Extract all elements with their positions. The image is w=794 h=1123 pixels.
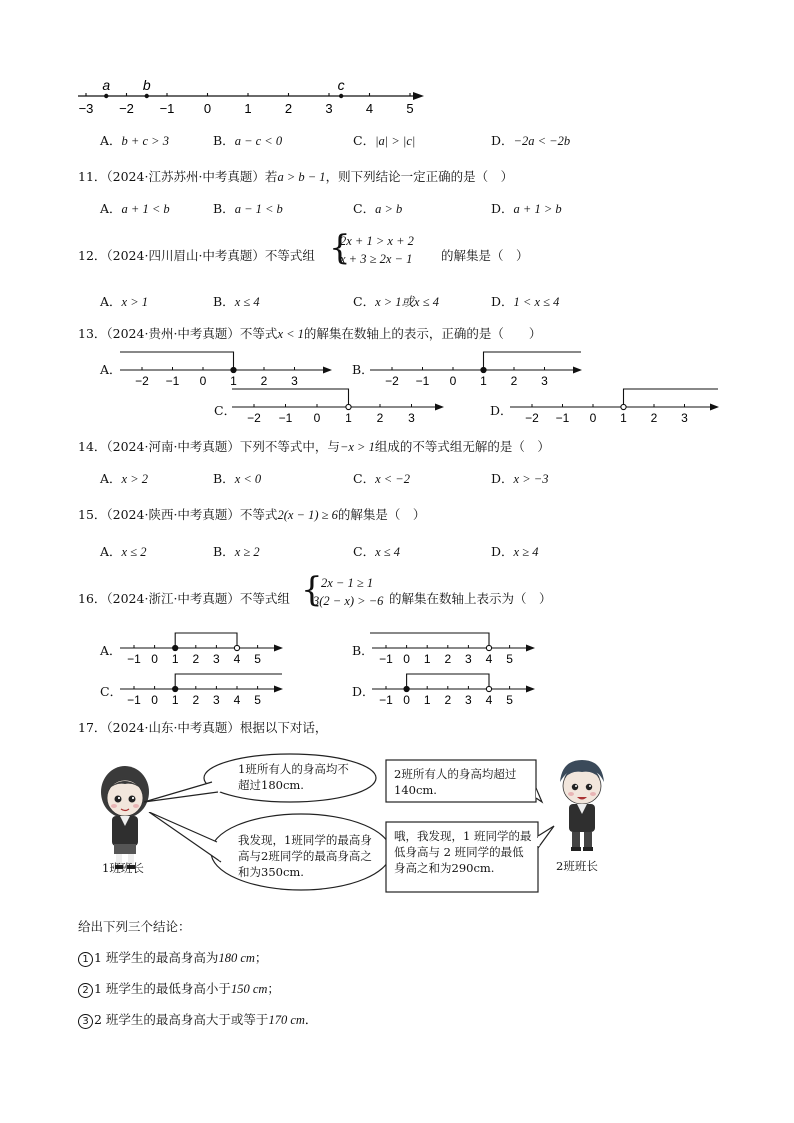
tick-label: 5 xyxy=(254,652,261,666)
option-a-label[interactable]: A． xyxy=(100,643,122,658)
numberline-option-c[interactable] xyxy=(230,385,445,429)
open-endpoint xyxy=(621,404,626,409)
option-c[interactable]: C．x ≤ 4 xyxy=(353,544,400,559)
tick-label: 0 xyxy=(403,652,410,666)
numberline-option-d[interactable] xyxy=(508,385,720,429)
question-15-stem: 15．（2024·陕西·中考真题）不等式2(x − 1) ≥ 6的解集是（ ） xyxy=(78,507,426,522)
option-a[interactable]: A．x ≤ 2 xyxy=(100,544,147,559)
option-d[interactable]: D．−2a < −2b xyxy=(491,133,571,148)
tick-label: 0 xyxy=(313,411,321,425)
closed-endpoint xyxy=(481,367,486,372)
axis-arrow xyxy=(710,404,719,411)
tick-label: 3 xyxy=(541,374,548,388)
tick-label: 5 xyxy=(506,652,513,666)
solution-bracket xyxy=(232,389,349,405)
option-c[interactable]: C．x > 1或x ≤ 4 xyxy=(353,294,439,309)
tick-label: −1 xyxy=(379,693,393,707)
question-17-stem: 17．（2024·山东·中考真题）根据以下对话， xyxy=(78,720,328,735)
question-11-stem: 11．（2024·江苏苏州·中考真题）若a > b − 1，则下列结论一定正确的是（ ） xyxy=(78,169,514,184)
tick-label: 1 xyxy=(480,374,487,388)
numberline-option-a[interactable] xyxy=(118,344,333,388)
option-b[interactable]: B．a − c < 0 xyxy=(213,133,283,148)
conclusion-2: 2 1 班学生的最低身高小于150 cm； xyxy=(78,979,280,998)
left-speaker-label: 1班班长 xyxy=(102,861,144,875)
tick-label: 0 xyxy=(203,101,212,116)
option-d-label[interactable]: D． xyxy=(490,403,513,418)
point-label: a xyxy=(102,77,111,93)
conclusion-1: 1 1 班学生的最高身高为180 cm； xyxy=(78,948,267,967)
tick-label: 4 xyxy=(485,652,493,666)
option-a-label[interactable]: A． xyxy=(100,362,122,377)
tick-label: 0 xyxy=(403,693,410,707)
conclusions-intro: 给出下列三个结论： xyxy=(78,919,191,934)
tick-label: 3 xyxy=(291,374,298,388)
tick-label: −2 xyxy=(119,101,134,116)
inequality-system: 2x + 1 > x + 2 x + 3 ≥ 2x − 1 xyxy=(340,234,414,266)
numberline-option-b[interactable] xyxy=(368,624,536,666)
option-b-label[interactable]: B． xyxy=(352,643,374,658)
tick-label: 1 xyxy=(345,411,352,425)
open-endpoint xyxy=(234,645,239,650)
question-13-stem: 13．（2024·贵州·中考真题）不等式x < 1的解集在数轴上的表示，正确的是（ ） xyxy=(78,326,542,341)
option-a[interactable]: A．b + c > 3 xyxy=(100,133,169,148)
tick-label: 5 xyxy=(506,693,513,707)
option-b[interactable]: B．a − 1 < b xyxy=(213,201,283,216)
tick-label: 1 xyxy=(230,374,237,388)
option-b[interactable]: B．x ≤ 4 xyxy=(213,294,260,309)
numberline-option-a[interactable] xyxy=(116,624,284,666)
right-speaker-label: 2班班长 xyxy=(556,859,598,873)
tick-label: 3 xyxy=(681,411,688,425)
tick-label: 2 xyxy=(444,693,452,707)
option-d[interactable]: D．1 < x ≤ 4 xyxy=(491,294,560,309)
tick-label: −1 xyxy=(379,652,393,666)
circled-number-2: 2 xyxy=(78,983,93,998)
option-d-label[interactable]: D． xyxy=(352,684,375,699)
point-label: b xyxy=(142,77,151,93)
tick-label: 1 xyxy=(171,652,179,666)
question-12-stem-end: 的解集是（ ） xyxy=(441,248,529,263)
axis-arrow xyxy=(573,367,582,374)
tick-label: 2 xyxy=(444,652,452,666)
tick-label: 2 xyxy=(284,101,293,116)
tick-label: 0 xyxy=(449,374,457,388)
axis-arrow xyxy=(526,645,535,652)
question-12-stem-start: 12．（2024·四川眉山·中考真题）不等式组 xyxy=(78,248,315,263)
option-c[interactable]: C．a > b xyxy=(353,201,403,216)
tick-label: 2 xyxy=(192,693,200,707)
solution-bracket xyxy=(484,352,582,368)
inequality-system: 2x − 1 ≥ 1 3(2 − x) > −6 xyxy=(313,576,384,608)
solution-bracket xyxy=(175,674,282,687)
option-b[interactable]: B．x < 0 xyxy=(213,471,262,486)
tick-label: −2 xyxy=(247,411,261,425)
axis-arrow xyxy=(435,404,444,411)
option-c[interactable]: C．x < −2 xyxy=(353,471,410,486)
conclusion-3: 3 2 班学生的最高身高大于或等于170 cm． xyxy=(78,1010,317,1029)
tick-label: 4 xyxy=(485,693,493,707)
tick-label: 2 xyxy=(376,411,384,425)
tick-label: −1 xyxy=(165,374,180,388)
question-16-stem-start: 16．（2024·浙江·中考真题）不等式组 xyxy=(78,591,290,606)
tick-label: 5 xyxy=(406,101,414,116)
axis-arrow xyxy=(526,686,535,693)
option-c[interactable]: C．|a| > |c| xyxy=(353,133,416,148)
tick-label: 2 xyxy=(192,652,200,666)
tick-label: 1 xyxy=(423,693,431,707)
top-number-line xyxy=(70,74,440,120)
tick-label: 1 xyxy=(620,411,627,425)
tick-label: −1 xyxy=(415,374,430,388)
tick-label: 0 xyxy=(199,374,207,388)
tick-label: 4 xyxy=(365,101,374,116)
numberline-option-c[interactable] xyxy=(116,665,284,707)
axis-arrow xyxy=(274,645,283,652)
option-a[interactable]: A．x > 1 xyxy=(100,294,149,309)
tick-label: 0 xyxy=(151,693,158,707)
closed-endpoint xyxy=(404,686,409,691)
tick-label: 3 xyxy=(408,411,415,425)
tick-label: −1 xyxy=(127,693,141,707)
numberline-option-d[interactable] xyxy=(368,665,536,707)
tick-label: −3 xyxy=(78,101,94,116)
option-c-label[interactable]: C． xyxy=(214,403,237,418)
bubble-2-text: 我发现，1班同学的最高身高与2班同学的最高身高之和为350cm. xyxy=(238,833,372,879)
axis-arrow xyxy=(323,367,332,374)
option-a[interactable]: A．x > 2 xyxy=(100,471,149,486)
tick-label: 0 xyxy=(151,652,158,666)
tick-label: −2 xyxy=(135,374,149,388)
tick-label: 2 xyxy=(260,374,268,388)
tick-label: 2 xyxy=(650,411,658,425)
tick-label: −1 xyxy=(159,101,175,116)
tick-label: 1 xyxy=(171,693,179,707)
option-b[interactable]: B．x ≥ 2 xyxy=(213,544,260,559)
point-c xyxy=(339,94,343,98)
solution-bracket xyxy=(120,352,234,368)
option-d[interactable]: D．x ≥ 4 xyxy=(491,544,539,559)
boy-avatar xyxy=(552,756,612,856)
system-brace: { xyxy=(301,570,323,610)
closed-endpoint xyxy=(173,686,178,691)
tick-label: 5 xyxy=(254,693,261,707)
tick-label: 3 xyxy=(325,101,333,116)
bubble-1-text: 1班所有人的身高均不超过180cm. xyxy=(238,762,349,792)
dialogue-illustration xyxy=(90,752,598,900)
closed-endpoint xyxy=(173,645,178,650)
open-endpoint xyxy=(346,404,351,409)
solution-bracket xyxy=(370,633,489,646)
circled-number-3: 3 xyxy=(78,1014,93,1029)
question-14-stem: 14．（2024·河南·中考真题）下列不等式中，与−x > 1组成的不等式组无解的是（ ） xyxy=(78,439,550,454)
tick-label: 1 xyxy=(423,652,431,666)
tick-label: −1 xyxy=(555,411,570,425)
tick-label: 4 xyxy=(233,693,241,707)
tick-label: −1 xyxy=(278,411,293,425)
solution-bracket xyxy=(175,633,237,646)
question-16-stem-end: 的解集在数轴上表示为（ ） xyxy=(389,591,552,606)
point-label: c xyxy=(337,77,345,93)
tick-label: 3 xyxy=(465,652,472,666)
tick-label: −2 xyxy=(525,411,539,425)
tick-label: 0 xyxy=(589,411,597,425)
solution-bracket xyxy=(407,674,489,687)
point-b xyxy=(145,94,149,98)
open-endpoint xyxy=(486,645,491,650)
tick-label: 4 xyxy=(233,652,241,666)
option-c-label[interactable]: C． xyxy=(100,684,123,699)
open-endpoint xyxy=(486,686,491,691)
circled-number-1: 1 xyxy=(78,952,93,967)
tick-label: 1 xyxy=(244,101,252,116)
tick-label: 3 xyxy=(213,652,220,666)
option-d[interactable]: D．a + 1 > b xyxy=(491,201,562,216)
closed-endpoint xyxy=(231,367,236,372)
tick-label: 2 xyxy=(510,374,518,388)
numberline-option-b[interactable] xyxy=(368,344,583,388)
tick-label: −1 xyxy=(127,652,141,666)
tick-label: −2 xyxy=(385,374,399,388)
tick-label: 3 xyxy=(465,693,472,707)
tick-label: 3 xyxy=(213,693,220,707)
point-a xyxy=(104,94,108,98)
bubble-4-text: 哦，我发现，1 班同学的最低身高与 2 班同学的最低身高之和为290cm. xyxy=(394,829,532,875)
solution-bracket xyxy=(624,389,719,405)
system-brace: { xyxy=(329,228,351,268)
option-b-label[interactable]: B． xyxy=(352,362,374,377)
option-d[interactable]: D．x > −3 xyxy=(491,471,549,486)
option-a[interactable]: A．a + 1 < b xyxy=(100,201,170,216)
bubble-3-text: 2班所有人的身高均超过140cm. xyxy=(394,767,517,797)
axis-arrow xyxy=(274,686,283,693)
